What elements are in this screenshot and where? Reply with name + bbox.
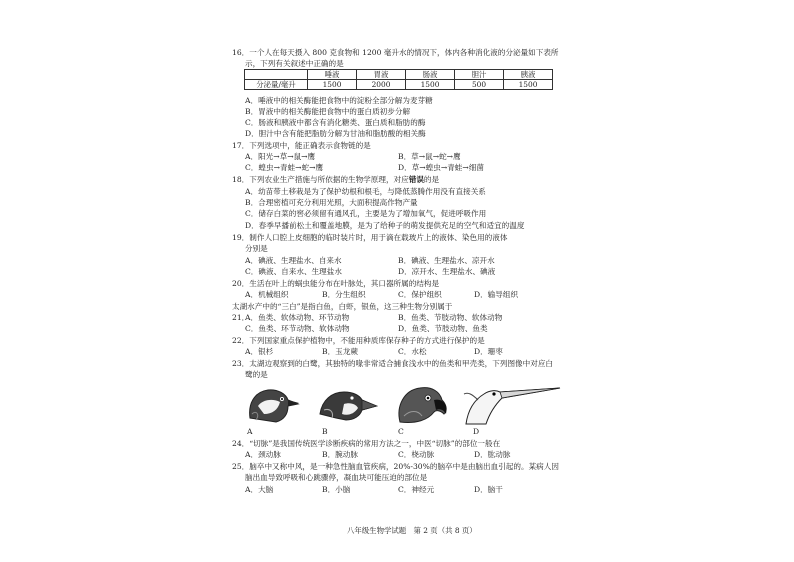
q17-stem: 17．下列选项中，能正确表示食物链的是 — [232, 141, 371, 150]
bird-head-a-image — [244, 384, 302, 424]
q21-stem: 太湖水产中的“三白”是指白鱼，白虾，银鱼，这三种生物分别属于 — [232, 302, 453, 311]
table-header-cell: 胆汁 — [455, 70, 504, 80]
q24-option-d: D．肱动脉 — [474, 450, 511, 459]
q20-option-a: A．机械组织 — [245, 290, 289, 299]
table-header-cell: 胰液 — [504, 70, 553, 80]
secretion-table — [244, 69, 553, 90]
bird-head-b-image — [316, 384, 378, 424]
table-cell: 500 — [455, 80, 504, 90]
q25-stem-line2: 脑出血导致呼吸和心跳骤停，凝血块可能压迫的部位是 — [245, 473, 428, 482]
q16-option-d: D．胆汁中含有能把脂肪分解为甘油和脂肪酸的相关酶 — [245, 129, 426, 138]
q22-stem: 22．下列国家重点保护植物中，不能用种质库保存种子的方式进行保护的是 — [232, 336, 485, 345]
q20-option-c: C．保护组织 — [398, 290, 442, 299]
q16-option-c: C．肠液和胰液中都含有消化糖类、蛋白质和脂肪的酶 — [245, 118, 426, 127]
q25-option-c: C．神经元 — [398, 485, 435, 494]
q16-option-a: A．唾液中的相关酶能把食物中的淀粉全部分解为麦芽糖 — [245, 96, 433, 105]
q18-option-a: A．幼苗带土移栽是为了保护幼根和根毛，与降低蒸腾作用没有直接关系 — [245, 187, 486, 196]
q24-stem: 24．“切脉”是我国传统医学诊断疾病的常用方法之一，中医“切脉”的部位一般在 — [232, 439, 501, 448]
q18-option-d: D．春季早播前松土和覆盖地膜，是为了给种子的萌发提供充足的空气和适宜的温度 — [245, 221, 525, 230]
q19-stem-line1: 19．制作人口腔上皮细胞的临时装片时，用于滴在载玻片上的液体、染色用的液体 — [232, 233, 508, 242]
table-row — [245, 80, 553, 90]
q21-option-a: A．鱼类、软体动物、环节动物 — [245, 313, 350, 322]
q20-stem: 20．生活在叶上的蜗虫能分布在叶脉处，其口器所属的结构是 — [232, 279, 440, 288]
q22-option-a: A．银杉 — [245, 347, 274, 356]
q18-stem-pre: 18．下列农业生产措施与所依据的生物学原理，对应 — [232, 175, 409, 184]
q22-option-b: B．玉龙蕨 — [322, 347, 358, 356]
q17-option-c: C．蝗虫→青蛙→蛇→鹰 — [245, 163, 324, 172]
table-header-cell: 胃液 — [357, 70, 406, 80]
q25-option-d: D．脑干 — [474, 485, 503, 494]
bird-label-b: B — [322, 427, 328, 436]
q21-option-b: B．鱼类、节肢动物、软体动物 — [398, 313, 503, 322]
q18-stem — [232, 175, 439, 185]
q16-stem-line1: 16．一个人在每天摄入 800 克食物和 1200 毫升水的情况下，体内各种消化液的分泌量如下表所 — [232, 48, 559, 57]
q21-number: 21． — [232, 313, 250, 322]
q18-stem-emphasis: 错误 — [408, 175, 424, 184]
q19-option-d: D．凉开水、生理盐水、碘液 — [398, 267, 496, 276]
q23-stem-line2: 鹭的是 — [245, 370, 268, 379]
bird-label-d: D — [473, 427, 480, 436]
q18-stem-post: 的是 — [423, 175, 440, 184]
q24-option-a: A．颈动脉 — [245, 450, 281, 459]
q21-option-d: D．鱼类、节肢动物、鱼类 — [398, 324, 488, 333]
q18-option-c: C．储存白菜的窖必须留有通风孔，主要是为了增加氧气，促进呼吸作用 — [245, 209, 487, 218]
table-header-cell: 肠液 — [406, 70, 455, 80]
q25-stem-line1: 25．脑卒中又称中风，是一种急性脑血管疾病，20%-30%的脑卒中是由脑出血引起的。某病人因 — [232, 462, 559, 471]
q16-stem-line2: 示，下列有关叙述中正确的是 — [245, 59, 344, 68]
bird-label-a: A — [247, 427, 253, 436]
table-header-row — [245, 70, 553, 80]
q17-option-b: B．草→鼠→蛇→鹰 — [398, 152, 461, 161]
table-row-label: 分泌量/毫升 — [245, 80, 308, 90]
bird-head-c-image — [394, 380, 450, 426]
bird-label-c: C — [398, 427, 404, 436]
q20-option-b: B．分生组织 — [322, 290, 366, 299]
q18-option-b: B．合理密植可充分利用光照，大面积提高作物产量 — [245, 198, 418, 207]
q25-option-a: A．大脑 — [245, 485, 274, 494]
q17-option-d: D．草→蝗虫→青蛙→细菌 — [398, 163, 484, 172]
table-header-cell: 唾液 — [308, 70, 357, 80]
q19-option-a: A．碘液、生理盐水、自来水 — [245, 256, 342, 265]
page-footer: 八年级生物学试题 第 2 页（共 8 页） — [347, 526, 477, 535]
q22-option-c: C．水松 — [398, 347, 427, 356]
q23-stem-line1: 23．太湖边观察到的白鹭，其独特的喙非常适合捕食浅水中的鱼类和甲壳类，下列图像中对应白 — [232, 359, 554, 368]
q21-option-c: C．鱼类、环节动物、软体动物 — [245, 324, 350, 333]
q19-stem-line2: 分别是 — [245, 244, 268, 253]
table-cell: 1500 — [308, 80, 357, 90]
q24-option-b: B．腕动脉 — [322, 450, 358, 459]
q24-option-c: C．桡动脉 — [398, 450, 435, 459]
table-cell: 1500 — [406, 80, 455, 90]
q16-option-b: B．胃液中的相关酶能把食物中的蛋白质初步分解 — [245, 107, 411, 116]
table-header-cell — [245, 70, 308, 80]
q19-option-b: B．碘液、生理盐水、凉开水 — [398, 256, 495, 265]
bird-head-d-image — [462, 380, 562, 428]
q25-option-b: B．小脑 — [322, 485, 351, 494]
table-cell: 2000 — [357, 80, 406, 90]
table-cell: 1500 — [504, 80, 553, 90]
q17-option-a: A．阳光→草→鼠→鹰 — [245, 152, 316, 161]
q20-option-d: D．输导组织 — [474, 290, 519, 299]
q22-option-d: D．珊枣 — [474, 347, 503, 356]
q19-option-c: C．碘液、自来水、生理盐水 — [245, 267, 342, 276]
